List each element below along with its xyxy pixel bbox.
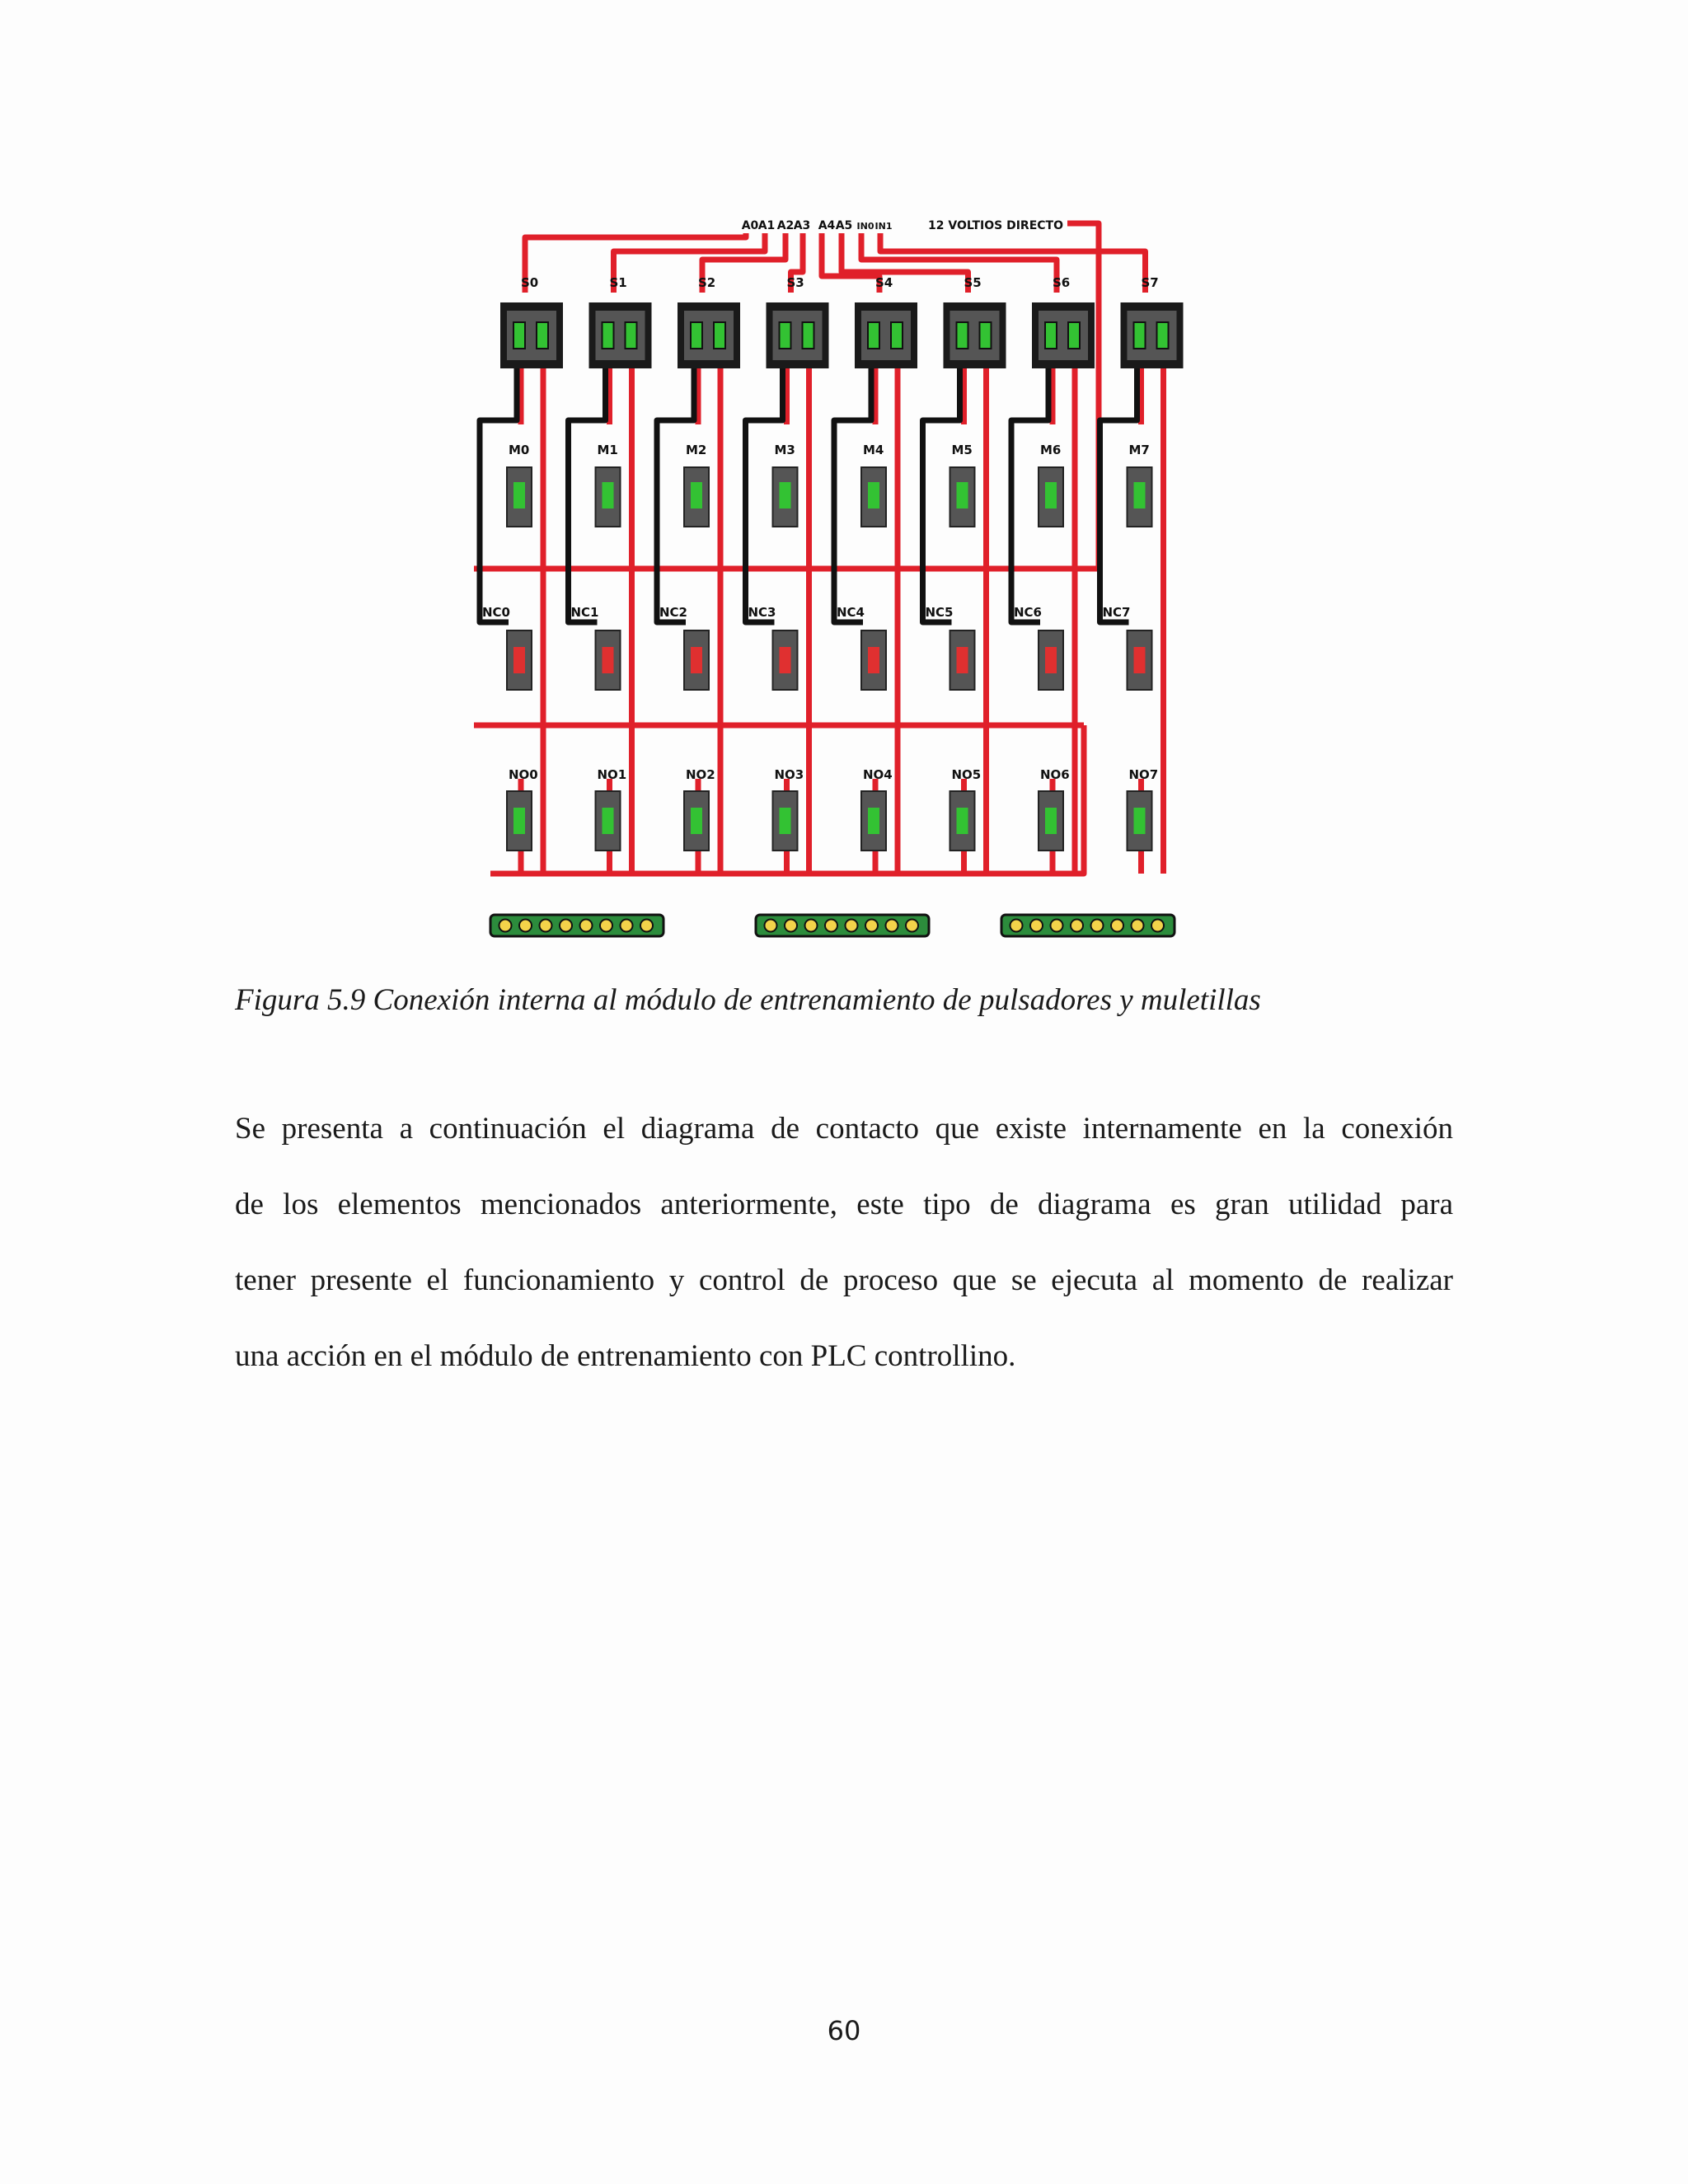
nc-button: [691, 647, 702, 673]
terminal-dot: [499, 920, 512, 932]
switch-rocker: [980, 322, 992, 349]
switch-rocker: [1157, 322, 1169, 349]
no-label: NO6: [1040, 767, 1070, 782]
input-label-a3: A3: [793, 219, 811, 232]
terminal-dot: [785, 920, 797, 932]
switch-rocker: [1068, 322, 1080, 349]
paragraph-line: de los elementos mencionados anteriormente, este tipo de diagrama es gran utilidad para: [235, 1188, 1453, 1221]
no-button: [513, 808, 525, 834]
wiring-diagram: [457, 210, 1224, 952]
switch-label: S1: [609, 275, 627, 290]
switch-label: S5: [964, 275, 982, 290]
switch-rocker: [714, 322, 725, 349]
no-label: NO1: [597, 767, 627, 782]
nc-button: [868, 647, 879, 673]
no-label: NO0: [509, 767, 538, 782]
no-label: NO4: [863, 767, 893, 782]
switch-rocker: [868, 322, 879, 349]
switch-label: S3: [786, 275, 804, 290]
terminal-dot: [805, 920, 818, 932]
terminal-dot: [600, 920, 612, 932]
nc-label: NC2: [659, 605, 687, 620]
switch-label: S4: [875, 275, 893, 290]
no-label: NO5: [951, 767, 982, 782]
toggle-lever: [868, 482, 879, 509]
terminal-dot: [825, 920, 837, 932]
switch-rocker: [626, 322, 637, 349]
input-label-a0: A0: [741, 219, 759, 232]
input-label-in1: IN1: [874, 221, 893, 232]
no-label: NO3: [774, 767, 804, 782]
nc-label: NC1: [570, 605, 599, 620]
terminal-dot: [1151, 920, 1164, 932]
nc-label: NC3: [748, 605, 776, 620]
terminal-dot: [765, 920, 777, 932]
switch-label: S6: [1053, 275, 1071, 290]
nc-button: [1045, 647, 1057, 673]
switch-label: S0: [521, 275, 539, 290]
input-label-in0: IN0: [856, 221, 874, 232]
terminal-dot: [640, 920, 653, 932]
no-button: [780, 808, 791, 834]
input-wire: [822, 233, 879, 293]
terminal-dot: [1091, 920, 1104, 932]
toggle-label: M7: [1128, 443, 1150, 457]
nc-label: NC6: [1014, 605, 1042, 620]
terminal-dot: [1071, 920, 1083, 932]
toggle-lever: [1045, 482, 1057, 509]
no-label: NO2: [686, 767, 715, 782]
terminal-dot: [1051, 920, 1063, 932]
paragraph-line: una acción en el módulo de entrenamiento con PLC controllino.: [235, 1339, 1016, 1373]
switch-rocker: [1045, 322, 1057, 349]
toggle-label: M0: [509, 443, 530, 457]
toggle-lever: [603, 482, 614, 509]
nc-label: NC7: [1102, 605, 1131, 620]
nc-button: [603, 647, 614, 673]
switch-rocker: [537, 322, 548, 349]
terminal-dot: [1132, 920, 1144, 932]
input-wire: [614, 233, 766, 293]
input-label-a2: A2: [776, 219, 795, 232]
nc-button: [957, 647, 968, 673]
switch-rocker: [891, 322, 903, 349]
terminal-dot: [580, 920, 593, 932]
toggle-label: M4: [863, 443, 884, 457]
nc-button: [1134, 647, 1146, 673]
terminal-dot: [865, 920, 878, 932]
terminal-dot: [621, 920, 633, 932]
no-button: [868, 808, 879, 834]
input-label-a4: A4: [818, 219, 836, 232]
figure-caption: Figura 5.9 Conexión interna al módulo de entrenamiento de pulsadores y muletillas: [235, 983, 1261, 1017]
paragraph-line: Se presenta a continuación el diagrama de contacto que existe internamente en la conexión: [235, 1112, 1453, 1146]
switch-rocker: [603, 322, 614, 349]
input-wire: [880, 233, 1146, 293]
no-button: [691, 808, 702, 834]
switch-rocker: [957, 322, 968, 349]
terminal-dot: [560, 920, 572, 932]
nc-button: [780, 647, 791, 673]
terminal-board: [490, 915, 663, 936]
terminal-dot: [1111, 920, 1123, 932]
switch-label: S7: [1141, 275, 1159, 290]
terminal-board: [756, 915, 929, 936]
switch-rocker: [1134, 322, 1146, 349]
switch-rocker: [691, 322, 702, 349]
nc-label: NC4: [837, 605, 865, 620]
switch-rocker: [780, 322, 791, 349]
terminal-dot: [1010, 920, 1023, 932]
terminal-dot: [519, 920, 532, 932]
nc-label: NC5: [925, 605, 954, 620]
terminal-board: [1001, 915, 1175, 936]
toggle-lever: [780, 482, 791, 509]
toggle-label: M5: [951, 443, 973, 457]
switch-label: S2: [698, 275, 716, 290]
terminal-dot: [1030, 920, 1043, 932]
wiring-diagram-figure: [457, 210, 1224, 952]
toggle-label: M3: [774, 443, 795, 457]
switch-rocker: [513, 322, 525, 349]
paragraph-line: tener presente el funcionamiento y control de proceso que se ejecuta al momento de realizar: [235, 1263, 1453, 1297]
body-paragraph: [235, 1091, 1453, 1394]
terminal-dot: [846, 920, 858, 932]
input-label-a5: A5: [835, 219, 853, 232]
nc-label: NC0: [482, 605, 510, 620]
toggle-label: M1: [597, 443, 618, 457]
toggle-lever: [957, 482, 968, 509]
no-button: [603, 808, 614, 834]
no-button: [957, 808, 968, 834]
nc-button: [513, 647, 525, 673]
no-button: [1134, 808, 1146, 834]
supply-label: 12 VOLTIOS DIRECTO: [928, 219, 1063, 232]
toggle-lever: [1134, 482, 1146, 509]
switch-rocker: [803, 322, 814, 349]
toggle-label: M2: [686, 443, 707, 457]
input-label-a1: A1: [757, 219, 776, 232]
toggle-lever: [691, 482, 702, 509]
page-number: 60: [827, 2015, 861, 2046]
terminal-dot: [886, 920, 898, 932]
terminal-dot: [540, 920, 552, 932]
terminal-dot: [906, 920, 918, 932]
toggle-lever: [513, 482, 525, 509]
toggle-label: M6: [1040, 443, 1062, 457]
no-button: [1045, 808, 1057, 834]
no-label: NO7: [1128, 767, 1159, 782]
